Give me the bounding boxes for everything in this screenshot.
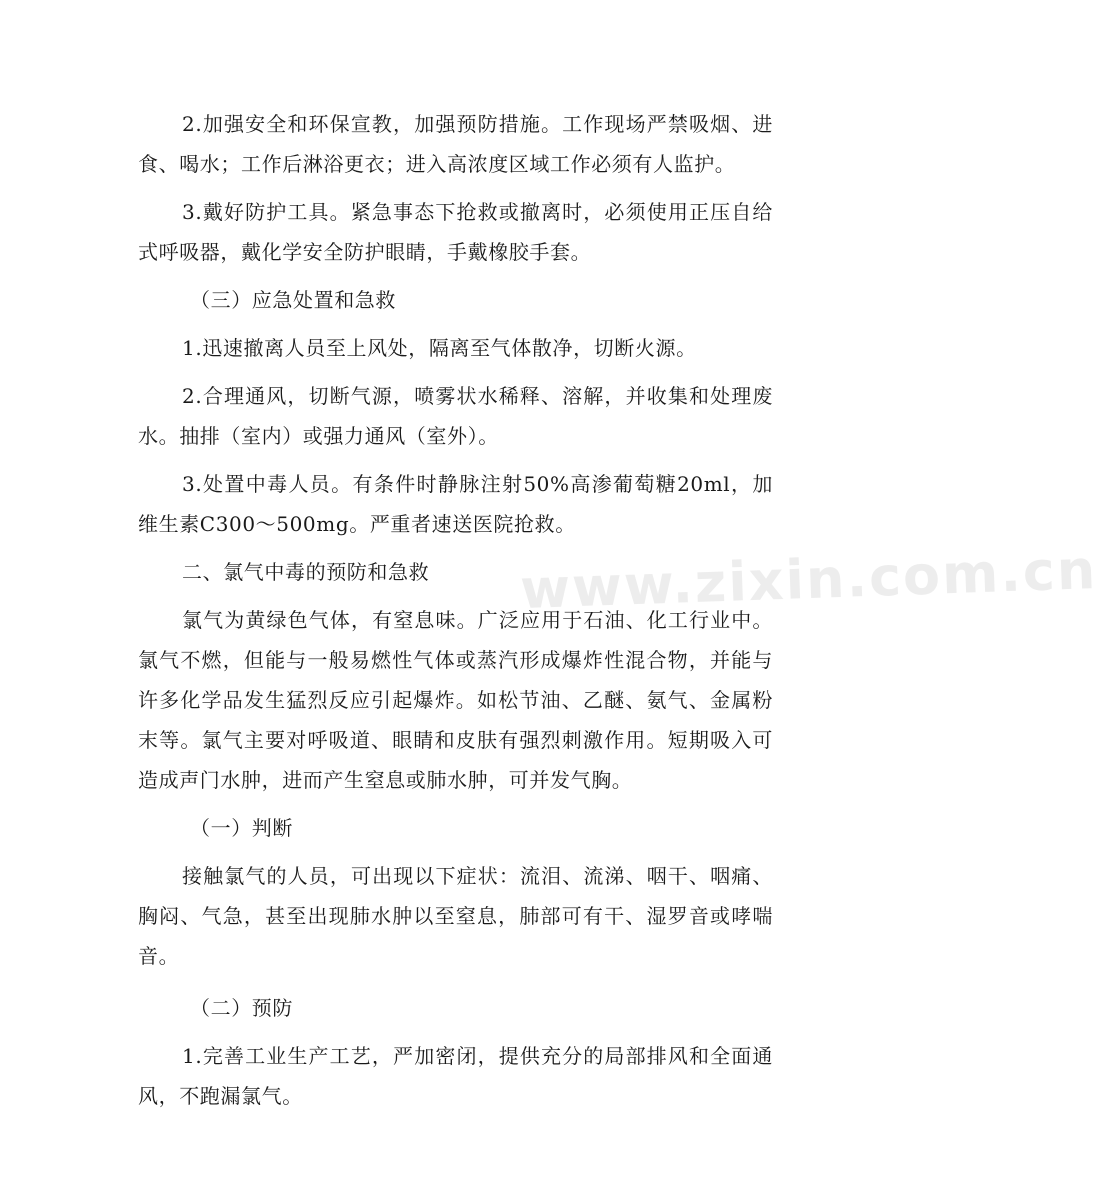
section-heading-prevention: （二）预防 bbox=[190, 996, 293, 1020]
paragraph-5: 3.处置中毒人员。有条件时静脉注射50%高渗葡萄糖20ml，加维生素C300～500mg。严重者速送医院抢救。 bbox=[138, 472, 773, 536]
section-heading-emergency: （三）应急处置和急救 bbox=[190, 288, 396, 312]
chapter-heading-chlorine: 二、氯气中毒的预防和急救 bbox=[182, 560, 430, 584]
document-body bbox=[138, 104, 773, 1116]
watermark-logo: www.zixin.com.cn bbox=[519, 537, 1098, 622]
paragraph-4: 2.合理通风，切断气源，喷雾状水稀释、溶解，并收集和处理废水。抽排（室内）或强力通风（室外）。 bbox=[138, 384, 773, 448]
section-heading-judgement: （一）判断 bbox=[190, 816, 293, 840]
paragraph-8: 1.完善工业生产工艺，严加密闭，提供充分的局部排风和全面通风，不跑漏氯气。 bbox=[138, 1044, 773, 1108]
paragraph-3: 1.迅速撤离人员至上风处，隔离至气体散净，切断火源。 bbox=[182, 336, 697, 360]
paragraph-6: 氯气为黄绿色气体，有窒息味。广泛应用于石油、化工行业中。氯气不燃，但能与一般易燃性气体或蒸汽形成爆炸性混合物，并能与许多化学品发生猛烈反应引起爆炸。如松节油、乙醚、氨气、金属粉末等。氯气主要对呼吸道、眼睛和皮肤有强烈刺激作用。短期吸入可造成声门水肿，进而产生窒息或肺水肿，可并发气胸。 bbox=[138, 608, 773, 792]
paragraph-7: 接触氯气的人员，可出现以下症状：流泪、流涕、咽干、咽痛、胸闷、气急，甚至出现肺水肿以至窒息，肺部可有干、湿罗音或哮喘音。 bbox=[138, 864, 773, 968]
paragraph-1: 2.加强安全和环保宣教，加强预防措施。工作现场严禁吸烟、进食、喝水；工作后淋浴更衣；进入高浓度区域工作必须有人监护。 bbox=[138, 112, 773, 176]
paragraph-2: 3.戴好防护工具。紧急事态下抢救或撤离时，必须使用正压自给式呼吸器，戴化学安全防护眼睛，手戴橡胶手套。 bbox=[138, 200, 773, 264]
